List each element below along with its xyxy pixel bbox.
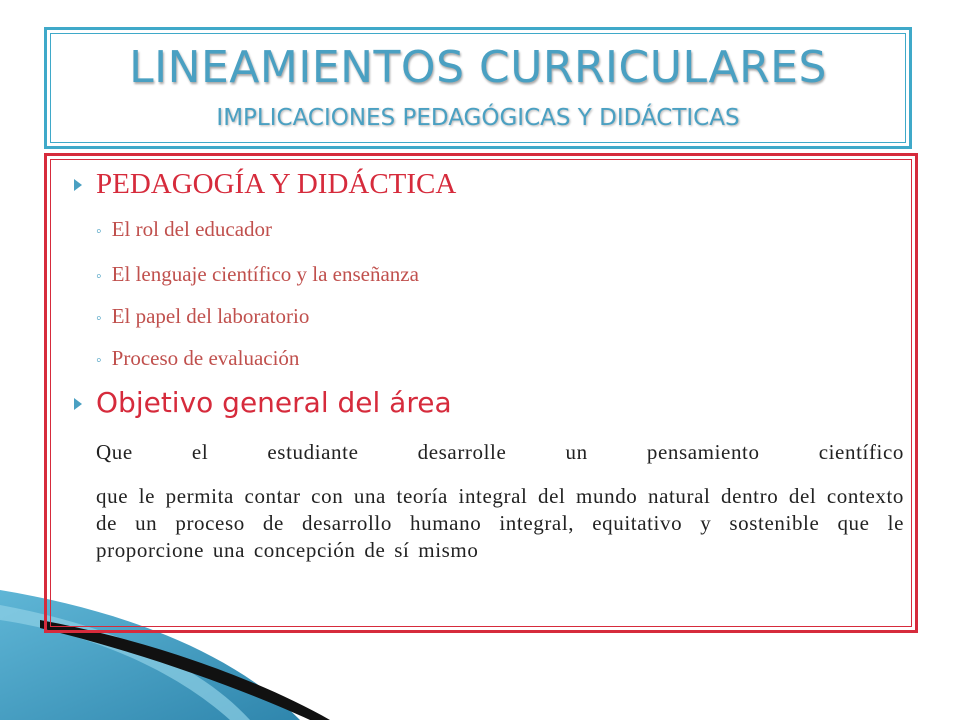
list-item-label: Proceso de evaluación <box>111 346 300 370</box>
ring-bullet-icon: ◦ <box>96 310 102 327</box>
heading-objetivo: Objetivo general del área <box>96 386 452 419</box>
title-box <box>44 27 912 149</box>
heading-pedagogia: PEDAGOGÍA Y DIDÁCTICA <box>96 168 457 200</box>
ring-bullet-icon: ◦ <box>96 223 102 240</box>
triangle-arrow-icon <box>74 179 82 191</box>
triangle-arrow-icon <box>74 398 82 410</box>
slide-title: LINEAMIENTOS CURRICULARES <box>129 42 827 93</box>
list-item-label: El lenguaje científico y la enseñanza <box>111 262 419 286</box>
ring-bullet-icon: ◦ <box>96 352 102 369</box>
list-item <box>96 217 272 242</box>
ring-bullet-icon: ◦ <box>96 268 102 285</box>
list-item-label: El papel del laboratorio <box>111 304 310 328</box>
objective-paragraph-first-line: Que el estudiante desarrolle un pensamiento científico <box>96 440 904 464</box>
list-item <box>96 262 419 287</box>
list-item <box>96 304 309 329</box>
slide-subtitle: IMPLICACIONES PEDAGÓGICAS Y DIDÁCTICAS <box>216 105 740 131</box>
list-item-label: El rol del educador <box>111 217 273 241</box>
list-item <box>96 346 299 371</box>
objective-paragraph: que le permita contar con una teoría integral del mundo natural dentro del contexto de un proceso de desarrollo humano integral, equitativo y sostenible que le proporcione una concepción de sí mismo <box>96 484 904 562</box>
